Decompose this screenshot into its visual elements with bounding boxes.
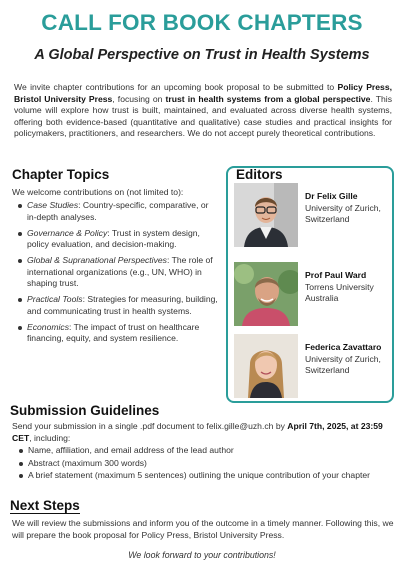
chapter-topics-heading: Chapter Topics (12, 167, 110, 182)
topic-label: Economics (27, 321, 70, 332)
page-title: CALL FOR BOOK CHAPTERS (41, 10, 363, 35)
editors-heading: Editors (236, 167, 283, 182)
intro-press: Policy Press, Bristol University Press (14, 82, 392, 104)
editor-affiliation: University of Zurich, Switzerland (305, 202, 381, 224)
next-steps-text: We will review the submissions and inform you of the outcome in a timely manner. Following this, we will prepare the book proposal for Policy Press, Bristol University Press. (12, 518, 394, 540)
editor-info (305, 191, 397, 226)
submission-heading: Submission Guidelines (10, 403, 160, 418)
editor-photo-felix-gille (234, 183, 298, 247)
topic-label: Practical Tools (27, 294, 83, 305)
intro-text-3: . This volume will explore how trust is built, maintained, and evaluated across diverse health systems, offering both evidence-based (quantitative and qualitative) case studies and practical insights for policymakers, practitioners, and researchers. We do not accept purely theoretical contributions. (14, 93, 392, 139)
intro-focus: trust in health systems from a global perspective (165, 93, 371, 104)
editor-card (234, 334, 394, 398)
intro-text-2: , focusing on (112, 93, 166, 104)
page-subtitle: A Global Perspective on Trust in Health Systems (34, 47, 370, 63)
editor-info (305, 270, 397, 305)
submission-list (16, 445, 394, 483)
topic-label: Global & Supranational Perspectives (27, 255, 167, 266)
editor-affiliation: University of Zurich, Switzerland (305, 353, 381, 375)
topic-label: Governance & Policy (27, 227, 108, 238)
topic-text: : Strategies for measuring, building, and communicating trust in health systems. (27, 294, 218, 316)
closing-line: We look forward to your contributions! (128, 550, 276, 560)
topics-intro: We welcome contributions on (not limited to): (12, 187, 184, 197)
list-item: A brief statement (maximum 5 sentences) outlining the unique contribution of your chapter (16, 470, 394, 482)
editor-info (305, 342, 397, 377)
submission-paragraph (12, 421, 394, 444)
submission-deadline: April 7th, 2025, at 23:59 CET (12, 421, 383, 443)
editor-card (234, 183, 394, 247)
intro-paragraph (14, 82, 392, 140)
list-item (15, 228, 220, 251)
topic-text: : The impact of trust on healthcare financing, equity, and system resilience. (27, 321, 200, 344)
submission-text-1: Send your submission in a single .pdf document to felix.gille@uzh.ch by (12, 421, 288, 431)
topics-list (15, 200, 220, 349)
editor-card (234, 262, 394, 326)
topic-text: : Country-specific, comparative, or in-depth analyses. (27, 200, 209, 222)
editor-name: Prof Paul Ward (305, 270, 367, 280)
next-steps-heading: Next Steps (10, 498, 80, 513)
editor-affiliation: Torrens University Australia (305, 281, 374, 303)
list-item (15, 200, 220, 223)
editor-name: Dr Felix Gille (305, 191, 358, 201)
submission-text-2: , including: (29, 432, 71, 443)
editor-photo-federica-zavattaro (234, 334, 298, 398)
list-item (15, 322, 220, 345)
editor-name: Federica Zavattaro (305, 342, 382, 352)
list-item (15, 255, 220, 290)
topic-text: : The role of international organizations (e.g., UN, WHO) in shaping trust. (27, 255, 213, 289)
list-item: Name, affiliation, and email address of the lead author (16, 445, 394, 457)
list-item (15, 294, 220, 317)
topic-label: Case Studies (27, 200, 79, 210)
list-item: Abstract (maximum 300 words) (16, 458, 394, 470)
editor-photo-paul-ward (234, 262, 298, 326)
intro-text-1: We invite chapter contributions for an upcoming book proposal to be submitted to (14, 82, 338, 92)
topic-text: : Trust in system design, policy evaluation, and decision-making. (27, 227, 200, 250)
